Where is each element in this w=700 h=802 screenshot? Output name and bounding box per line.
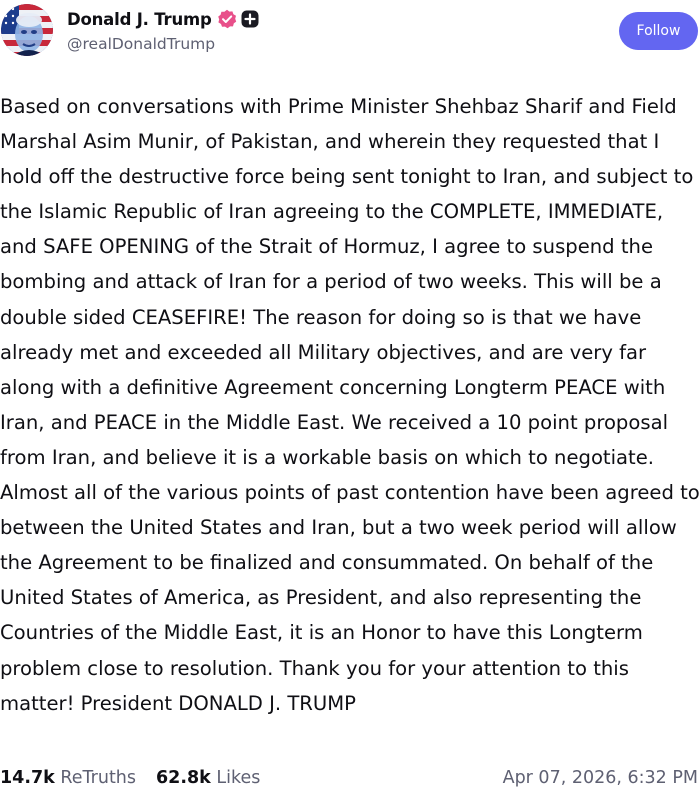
likes-count: 62.8k [156,768,211,788]
likes-label: Likes [216,768,261,788]
name-row [67,7,259,31]
retruths-count: 14.7k [0,768,55,788]
follow-button[interactable]: Follow [619,12,698,50]
likes-stat[interactable] [156,768,260,788]
verified-badge-icon [217,9,237,29]
retruths-stat[interactable] [0,768,136,788]
avatar[interactable] [1,4,53,56]
author-handle[interactable]: @realDonaldTrump [67,35,216,53]
retruths-label: ReTruths [60,768,137,788]
post-footer [0,768,700,796]
post-body-text: Based on conversations with Prime Minister Shehbaz Sharif and Field Marshal Asim Munir, of Pakistan, and wherein they requested that I hold off the destructive force being sent tonight to Iran, and subject to the Islamic Republic of Iran agreeing to the COMPLETE, IMMEDIATE, and SAFE OPENING of the Strait of Hormuz, I agree to suspend the bombing and attack of Iran for a period of two weeks. This will be a double sided CEASEFIRE! The reason for doing so is that we have already met and exceeded all Military objectives, and are very far along with a definitive Agreement concerning Longterm PEACE with Iran, and PEACE in the Middle East. We received a 10 point proposal from Iran, and believe it is a workable basis on which to negotiate. Almost all of the various points of past contention have been agreed to between the United States and Iran, but a two week period will allow the Agreement to be finalized and consummated. On behalf of the United States of America, as President, and also representing the Countries of the Middle East, it is an Honor to have this Longterm problem close to resolution. Thank you for your attention to this matter! President DONALD J. TRUMP [0,95,700,715]
post-timestamp[interactable]: Apr 07, 2026, 6:32 PM [502,768,698,788]
plus-badge-icon [241,10,259,28]
post-header [0,0,700,64]
avatar-portrait-icon [1,4,53,56]
display-name[interactable]: Donald J. Trump [67,9,212,29]
